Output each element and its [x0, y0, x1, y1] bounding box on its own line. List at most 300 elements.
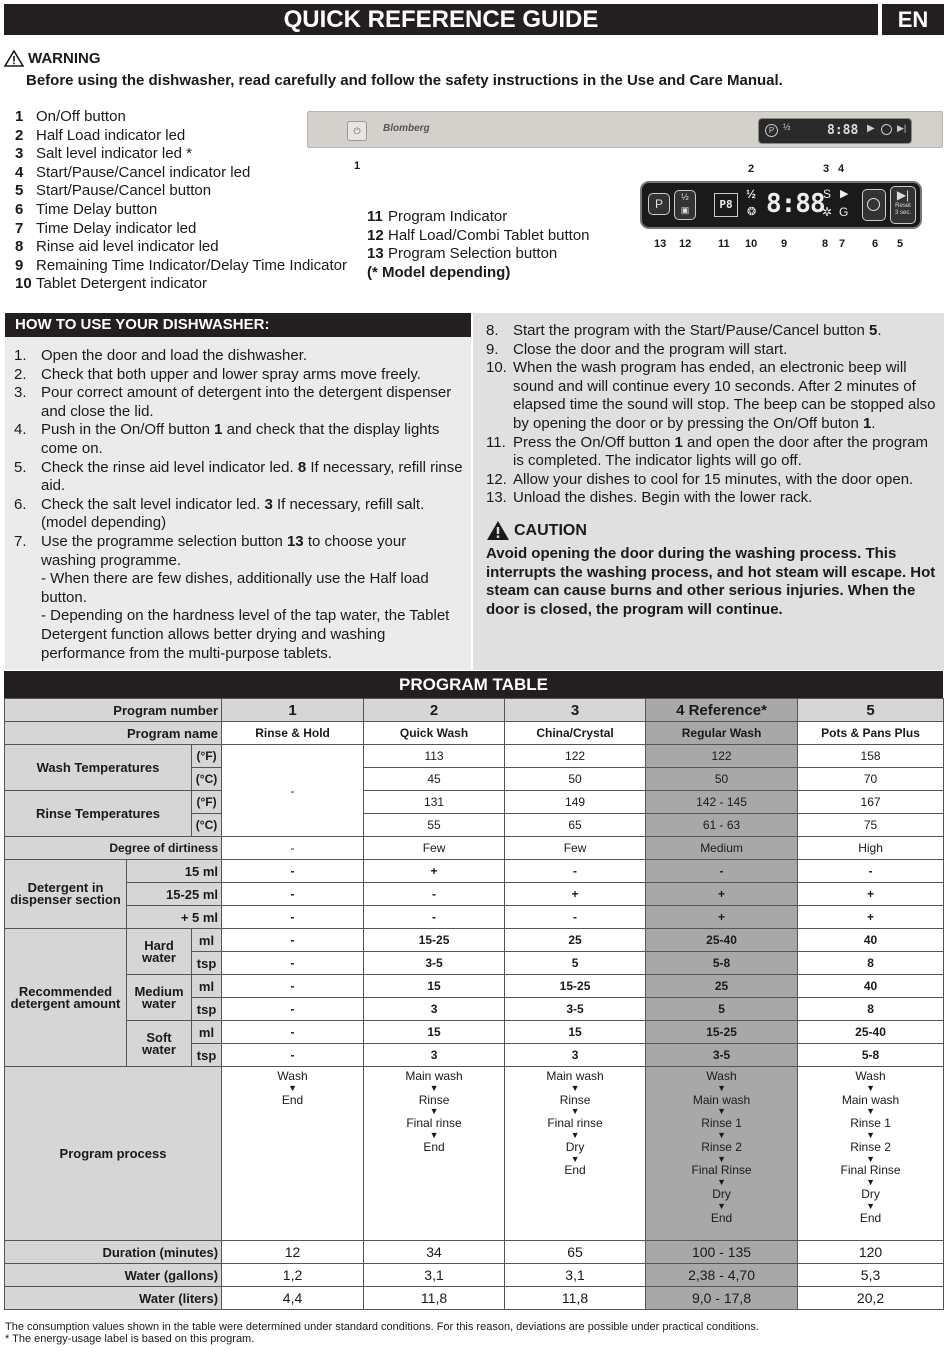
legend-item [367, 245, 590, 264]
instruction-item [486, 471, 936, 490]
value-cell: 8 [798, 952, 944, 975]
tablet-icon: ❂ [747, 206, 757, 218]
process-steps [505, 1067, 646, 1241]
step-text-part: . [871, 414, 876, 432]
program-number: 2 [364, 699, 505, 722]
step-text [41, 533, 464, 570]
process-step: Rinse 1 [701, 1116, 742, 1131]
step-number: 9. [486, 340, 499, 358]
instruction-item [14, 366, 464, 385]
legend-number: 10 [15, 275, 32, 293]
value-cell: 15 [364, 975, 505, 998]
unit-label: tsp [192, 998, 222, 1021]
value-cell: 50 [505, 768, 646, 791]
instruction-item [14, 421, 464, 458]
legend-item [15, 238, 347, 257]
program-number: 4 Reference* [646, 699, 798, 722]
table-row [5, 975, 944, 998]
caution-title-text: CAUTION [514, 521, 587, 539]
callout-label: 11 [718, 238, 730, 250]
instruction-item [486, 359, 936, 433]
value-cell: 65 [505, 814, 646, 837]
value-cell: 142 - 145 [646, 791, 798, 814]
program-number: 3 [505, 699, 646, 722]
water-type-label: Soft water [127, 1021, 192, 1067]
warning-text: Before using the dishwasher, read carefully and follow the safety instructions in the Use and Care Manual. [26, 72, 783, 89]
step-text-part: Check the rinse aid level indicator led. [41, 458, 298, 476]
water-type-label: Medium water [127, 975, 192, 1021]
legend-item [15, 257, 347, 276]
process-step: Main wash [546, 1069, 604, 1083]
callout-label: 8 [822, 238, 829, 250]
process-step: Wash [706, 1069, 737, 1083]
step-text-part: Allow your dishes to cool for 15 minutes, with the door open. [513, 470, 914, 488]
legend-text: Half Load indicator led [36, 126, 186, 144]
value-cell: - [646, 860, 798, 883]
rinse-aid-icon: ✲ [822, 205, 833, 219]
table-row [5, 1021, 944, 1044]
value-cell: - [222, 906, 364, 929]
legend-item [15, 275, 347, 294]
step-number: 13. [486, 489, 507, 507]
row-label: Wash Temperatures [5, 745, 192, 791]
value-cell: 158 [798, 745, 944, 768]
footnote-consumption: The consumption values shown in the table were determined under standard conditions. For this reason, deviations are possible under practical conditions. [5, 1321, 759, 1333]
legend-item [367, 208, 590, 227]
legend-number: 6 [15, 200, 24, 218]
step-text-part: Start the program with the Start/Pause/Cancel button [513, 322, 870, 339]
value-cell: - [505, 906, 646, 929]
process-step: End [859, 1210, 882, 1225]
row-label: Detergent in dispenser section [5, 860, 127, 929]
step-text [41, 366, 421, 385]
instruction-item [486, 434, 936, 471]
mini-reset-icon: ▶| [897, 123, 907, 133]
step-text-part: Close the door and the program will start. [513, 340, 788, 358]
arrow-down-icon: ▼ [570, 1129, 580, 1140]
legend-text: Program Indicator [388, 208, 508, 225]
value-cell: 5-8 [646, 952, 798, 975]
step-text [513, 322, 882, 341]
value-cell: Few [505, 837, 646, 860]
process-step: Final rinse [547, 1116, 603, 1131]
unit-label: tsp [192, 952, 222, 975]
step-ref-number: 1 [862, 414, 872, 432]
sub-label: 15 ml [127, 860, 222, 883]
unit-label: (°F) [192, 791, 222, 814]
value-cell: 167 [798, 791, 944, 814]
instruction-item [14, 496, 464, 533]
step-text [513, 434, 936, 471]
step-text [513, 489, 812, 508]
program-table-title: PROGRAM TABLE [4, 671, 943, 698]
value-cell: 122 [646, 745, 798, 768]
process-steps [222, 1067, 364, 1241]
program-name: Quick Wash [364, 722, 505, 745]
process-step: Dry [565, 1139, 585, 1154]
process-step: End [423, 1139, 445, 1154]
legend-number: 9 [15, 256, 24, 274]
value-cell: - [222, 1044, 364, 1067]
step-number: 5. [14, 458, 27, 476]
step-text-part: Pour correct amount of detergent into the detergent dispenser and close the lid. [41, 384, 452, 420]
callout-label: 5 [897, 238, 904, 250]
legend-text: Rinse aid level indicator led [36, 238, 219, 256]
legend-text: Time Delay button [36, 200, 158, 218]
value-cell: - [364, 906, 505, 929]
process-step: Rinse 1 [850, 1116, 891, 1131]
salt-icon: S [823, 187, 832, 201]
brand-logo: Blomberg [383, 123, 430, 134]
process-step: Main wash [405, 1069, 463, 1083]
value-cell: 55 [364, 814, 505, 837]
step-text-part: Unload the dishes. Begin with the lower rack. [513, 489, 813, 507]
row-label: Program number [5, 699, 222, 722]
callout-label: 6 [872, 238, 879, 250]
warning-icon [4, 50, 24, 67]
process-step: Rinse [559, 1092, 591, 1107]
value-cell: - [222, 883, 364, 906]
unit-label: (°C) [192, 814, 222, 837]
value-cell: 3,1 [364, 1264, 505, 1287]
value-cell: 3 [364, 998, 505, 1021]
process-step: Wash [855, 1069, 886, 1083]
mini-play-icon: ▶ [867, 123, 875, 134]
value-cell: 3-5 [364, 952, 505, 975]
value-cell: 61 - 63 [646, 814, 798, 837]
process-step: End [281, 1092, 304, 1107]
value-cell: 25 [505, 929, 646, 952]
mini-half-icon: ½ [783, 122, 791, 132]
row-label: Program name [5, 722, 222, 745]
start-led-icon: ▶ [840, 188, 849, 200]
program-p-icon: P [648, 193, 670, 215]
legend-item [15, 127, 347, 146]
instruction-item [14, 459, 464, 496]
legend-number: 13 [367, 245, 384, 263]
legend-number: 11 [367, 208, 383, 225]
table-row [5, 699, 944, 722]
row-label: Water (gallons) [5, 1264, 222, 1287]
value-cell: 3-5 [505, 998, 646, 1021]
value-cell: 50 [646, 768, 798, 791]
warning-title-text: WARNING [28, 50, 101, 67]
step-text-part: Open the door and load the dishwasher. [41, 347, 308, 364]
callout-label: 9 [781, 238, 788, 250]
subitem-text: - When there are few dishes, additionally use the Half load button. [41, 570, 429, 606]
process-step: Main wash [692, 1092, 751, 1107]
step-text [513, 341, 787, 360]
value-cell: - [222, 952, 364, 975]
step-text [513, 359, 936, 433]
caution-text: Avoid opening the door during the washing process. This interrupts the washing process, and hot steam will escape. Hot steam can cause burns and other serious injuries. When the door is closed, the program will continue. [486, 545, 936, 618]
instructions-list-left [14, 347, 464, 663]
step-ref-number: 1 [214, 421, 223, 439]
value-cell: 11,8 [364, 1287, 505, 1310]
legend-text: Start/Pause/Cancel indicator led [36, 163, 251, 181]
value-cell: Few [364, 837, 505, 860]
footnote-energy: * The energy-usage label is based on this program. [5, 1333, 255, 1345]
legend-item [367, 227, 590, 246]
step-text-part: . [877, 322, 882, 339]
instruction-subitem [14, 607, 464, 663]
step-text-part: Check the salt level indicator led. [41, 495, 265, 513]
value-cell: - [222, 860, 364, 883]
delay-button-icon [862, 189, 886, 221]
unit-label: (°F) [192, 745, 222, 768]
step-text-part: If necessary, refill rinse aid. [41, 458, 463, 495]
arrow-down-icon: ▼ [717, 1129, 726, 1140]
value-cell: 2,38 - 4,70 [646, 1264, 798, 1287]
half-load-label: ½ [681, 192, 689, 202]
arrow-down-icon: ▼ [866, 1200, 875, 1211]
value-cell: + [646, 906, 798, 929]
legend-item [15, 201, 347, 220]
legend-text: Half Load/Combi Tablet button [388, 226, 590, 244]
control-legend-2 [367, 208, 590, 282]
value-cell: 122 [505, 745, 646, 768]
arrow-down-icon: ▼ [429, 1129, 439, 1140]
value-cell: - [222, 1021, 364, 1044]
value-cell: 45 [364, 768, 505, 791]
value-cell: - [222, 837, 364, 860]
step-text-part: If necessary, refill salt. (model depending) [41, 495, 425, 532]
arrow-down-icon: ▼ [429, 1082, 439, 1093]
step-ref-number: 13 [286, 532, 304, 550]
process-step: Final Rinse [691, 1163, 752, 1178]
legend-item [15, 145, 347, 164]
step-text-part: Check that both upper and lower spray arms move freely. [41, 365, 421, 383]
start-button-icon: ▶| Reset 3 sec. [890, 186, 916, 224]
step-ref-number: 5 [869, 322, 878, 339]
table-row [5, 1287, 944, 1310]
reset-label: Reset [895, 203, 911, 209]
value-cell: 40 [798, 929, 944, 952]
table-row [5, 722, 944, 745]
step-number: 6. [14, 495, 27, 513]
arrow-down-icon: ▼ [429, 1106, 439, 1117]
mini-clock-icon [881, 124, 892, 135]
value-cell: 3,1 [505, 1264, 646, 1287]
subitem-text: - Depending on the hardness level of the tap water, the Tablet Detergent function allows better drying and washing performance from the multi-purpose tablets. [41, 607, 450, 662]
value-cell: - [222, 998, 364, 1021]
instruction-subitem [14, 570, 464, 607]
legend-item [15, 164, 347, 183]
value-cell: 15-25 [646, 1021, 798, 1044]
instruction-item [486, 341, 936, 360]
step-number: 1. [14, 347, 27, 364]
row-label: Recommended detergent amount [5, 929, 127, 1067]
table-row [5, 1241, 944, 1264]
value-cell: 15-25 [364, 929, 505, 952]
legend-item [15, 182, 347, 201]
arrow-down-icon: ▼ [866, 1153, 875, 1164]
process-step: Final Rinse [840, 1163, 901, 1178]
legend-text: Remaining Time Indicator/Delay Time Indicator [36, 256, 347, 274]
legend-text: Time Delay indicator led [36, 219, 197, 237]
step-number: 10. [486, 359, 507, 377]
arrow-down-icon: ▼ [717, 1153, 726, 1164]
value-cell: + [646, 883, 798, 906]
caution-title [486, 520, 587, 541]
legend-item [15, 108, 347, 127]
sub-label: + 5 ml [127, 906, 222, 929]
unit-label: ml [192, 975, 222, 998]
program-name: Regular Wash [646, 722, 798, 745]
program-number: 5 [798, 699, 944, 722]
table-row [5, 883, 944, 906]
process-step: End [564, 1163, 586, 1178]
process-step: Main wash [841, 1092, 900, 1107]
value-cell: 15 [505, 1021, 646, 1044]
value-cell: Medium [646, 837, 798, 860]
legend-number: 8 [15, 238, 24, 256]
display-panel-enlarged [640, 181, 922, 229]
row-label: Degree of dirtiness [5, 837, 222, 860]
process-step: Final rinse [406, 1116, 462, 1131]
how-to-title: HOW TO USE YOUR DISHWASHER: [5, 313, 471, 337]
arrow-down-icon: ▼ [866, 1177, 875, 1188]
callout-label: 10 [745, 238, 758, 250]
process-steps [646, 1067, 798, 1241]
language-badge: EN [882, 4, 944, 35]
callout-1: 1 [354, 160, 361, 172]
arrow-down-icon: ▼ [866, 1129, 875, 1140]
instructions-list-right [486, 322, 936, 508]
step-text-part: Press the On/Off button [513, 433, 675, 451]
delay-led-icon: G [839, 205, 849, 219]
program-name: Pots & Pans Plus [798, 722, 944, 745]
value-cell: - [222, 975, 364, 998]
process-step: Rinse 2 [850, 1139, 891, 1154]
value-cell: 149 [505, 791, 646, 814]
step-ref-number: 1 [674, 433, 683, 451]
arrow-down-icon: ▼ [866, 1082, 875, 1093]
value-cell: + [505, 883, 646, 906]
value-cell: 131 [364, 791, 505, 814]
legend-number: 5 [15, 182, 24, 200]
model-note: (* Model depending) [367, 263, 511, 281]
table-row [5, 1067, 944, 1241]
step-ref-number: 8 [297, 458, 307, 476]
value-cell: 9,0 - 17,8 [646, 1287, 798, 1310]
process-step: End [710, 1210, 733, 1225]
program-indicator: P8 [714, 193, 738, 217]
instruction-item [486, 322, 936, 341]
value-cell: 34 [364, 1241, 505, 1264]
process-steps [798, 1067, 944, 1241]
callout-label: 7 [839, 238, 846, 250]
step-number: 12. [486, 470, 507, 488]
mini-display-digits: 8:88 [827, 123, 859, 138]
table-row [5, 906, 944, 929]
table-row [5, 929, 944, 952]
value-cell: - [222, 929, 364, 952]
unit-label: ml [192, 929, 222, 952]
callout-label: 3 [823, 163, 830, 175]
arrow-down-icon: ▼ [866, 1106, 875, 1117]
process-step: Dry [861, 1186, 880, 1201]
process-step: Wash [277, 1069, 308, 1083]
program-name: China/Crystal [505, 722, 646, 745]
unit-label: ml [192, 1021, 222, 1044]
reset-time-label: 3 sec. [894, 210, 911, 216]
value-cell: - [798, 860, 944, 883]
value-cell: 75 [798, 814, 944, 837]
arrow-down-icon: ▼ [288, 1082, 297, 1093]
legend-number: 1 [15, 108, 24, 125]
power-icon: ⏻ [347, 121, 367, 141]
step-text [41, 384, 464, 421]
value-cell: 8 [798, 998, 944, 1021]
step-number: 4. [14, 421, 27, 439]
value-cell: 1,2 [222, 1264, 364, 1287]
step-text [513, 471, 913, 490]
value-cell: - [364, 883, 505, 906]
unit-label: (°C) [192, 768, 222, 791]
legend-text: Start/Pause/Cancel button [36, 182, 212, 200]
step-number: 8. [486, 322, 499, 339]
step-text [41, 347, 307, 366]
step-number: 3. [14, 384, 27, 402]
unit-label: tsp [192, 1044, 222, 1067]
instruction-item [14, 384, 464, 421]
half-load-led: ½ [746, 187, 757, 201]
mini-p-icon: P [765, 124, 778, 137]
legend-text: Program Selection button [388, 245, 558, 263]
value-cell: 3-5 [646, 1044, 798, 1067]
arrow-down-icon: ▼ [717, 1177, 726, 1188]
callout-label: 4 [838, 163, 845, 175]
control-legend [15, 108, 347, 294]
value-cell: 12 [222, 1241, 364, 1264]
value-cell: 25-40 [798, 1021, 944, 1044]
program-table [4, 698, 944, 1310]
value-cell: 25-40 [646, 929, 798, 952]
process-step: Rinse 2 [701, 1139, 742, 1154]
value-cell: 5-8 [798, 1044, 944, 1067]
step-text [41, 496, 464, 533]
caution-icon [486, 520, 510, 541]
value-cell: 70 [798, 768, 944, 791]
instruction-item [14, 533, 464, 570]
process-step: Dry [712, 1186, 731, 1201]
half-load-icon: ½ ▣ [674, 190, 696, 220]
program-name: Rinse & Hold [222, 722, 364, 745]
arrow-down-icon: ▼ [717, 1082, 726, 1093]
step-number: 11. [486, 433, 506, 451]
step-text-part: When the wash program has ended, an electronic beep will sound and will continue every 10 seconds. After 2 minutes of elapsed time the sound will stop. The beep can be stopped also by opening the door or by pressing the On/Off buton [513, 359, 936, 432]
legend-text: Salt level indicator led * [36, 145, 192, 163]
warning-title [4, 50, 101, 67]
value-cell: + [798, 883, 944, 906]
arrow-down-icon: ▼ [717, 1200, 726, 1211]
value-cell: 3 [505, 1044, 646, 1067]
arrow-down-icon: ▼ [717, 1106, 726, 1117]
legend-number: 4 [15, 163, 24, 181]
legend-number: 7 [15, 219, 24, 237]
value-cell: 15 [364, 1021, 505, 1044]
value-cell: 20,2 [798, 1287, 944, 1310]
page-title: QUICK REFERENCE GUIDE [4, 4, 878, 35]
table-row [5, 791, 944, 814]
time-display: 8:88 [766, 189, 825, 219]
value-cell: 11,8 [505, 1287, 646, 1310]
row-label: Water (liters) [5, 1287, 222, 1310]
step-text-part: Use the programme selection button [41, 532, 287, 550]
value-cell: 4,4 [222, 1287, 364, 1310]
step-text-part: and open the door after the program is completed. The indicator lights will go off. [513, 433, 928, 470]
